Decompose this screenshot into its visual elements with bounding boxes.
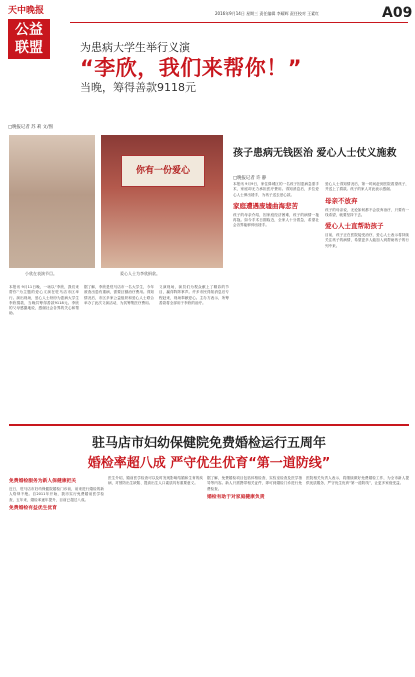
story3-section-title: 免费婚检有益优生优育 <box>9 505 57 511</box>
story1-column-3: 义演现场，演员们为观众献上了精彩的节目，赢得阵阵掌声。许多市民得知消息后专程赶来，现场奉献爱心。主办方表示，所筹善款将全部用于李欣的治疗。 <box>159 285 229 305</box>
story3-section-title: 婚检有助于对家庭健康负责 <box>207 494 265 500</box>
masthead <box>8 5 66 83</box>
story2-paragraph: 孩子的母亲介绍，因家庭经济困难，孩子的病情一拖再拖。如今手术日期临近，全家人十分着急，希望社会各界能够伸出援手。 <box>233 212 319 228</box>
story3-subhead: 婚检率超八成 严守优生优育“第一道防线” <box>87 456 331 471</box>
dateline: 2016年9月14日 星期三 责任编辑 李耀辉 责任校对 王素红 <box>215 11 320 16</box>
story3-headline: 驻马店市妇幼保健院免费婚检运行五周年 <box>91 436 326 451</box>
story2-section-title: 母亲不放弃 <box>325 196 358 205</box>
story1-subhead: 当晚，筹得善款9118元 <box>80 81 196 94</box>
story1-kicker: 为患病大学生举行义演 <box>80 41 190 54</box>
story3-section-title: 免费婚检服务为新人保健康把关 <box>9 479 77 484</box>
story1-byline: □晚报记者 苏 莉 文/图 <box>8 125 53 130</box>
donation-sign: 你有一份爱心 <box>121 155 205 187</box>
story2-column-1 <box>233 182 319 229</box>
story2-paragraph: 孩子的母亲说，无论如何都不会放弃治疗，只要有一线希望，就要坚持下去。 <box>325 207 409 217</box>
story2-section-title: 爱心人士直帮助孩子 <box>325 222 384 231</box>
story1-headline: “李欣，我们来帮你！” <box>80 56 303 80</box>
story3-column-3 <box>207 476 302 503</box>
story3-column-4: 医院相关负责人表示，将继续做好免费婚检工作，为全市新人提供优质服务，严守优生优育“第一道防线”，让更多家庭受益。 <box>306 476 409 486</box>
story2-paragraph: 本报讯 9月9日，家住驿城区的一名孩子因患病急需手术，家庭却无力承担医疗费用。得知消息后，多位爱心人士伸出援手，为孩子送去爱心款。 <box>233 182 319 197</box>
column-name: 公益联盟 <box>8 19 50 59</box>
story3-column-2: 医生介绍，婚前医学检查可以及时发现影响结婚和生育的疾病，对预防出生缺陷、提高出生人口素质具有重要意义。 <box>108 476 203 486</box>
story2-column-2 <box>325 182 409 249</box>
story3-paragraph: 近日，驻马店市妇幼保健院婚检门诊前，前来进行婚检的新人络绎不绝。自2011年开始，我市实行免费婚前医学检查，五年来，婚检率逐年提升，目前已超过八成。 <box>9 487 104 502</box>
story2-headline: 孩子患病无钱医治 爱心人士仗义施救 <box>233 148 397 159</box>
brand-name: 天中晚报 <box>8 6 45 16</box>
story1-column-1: 本报讯 9月11日晚，一场以“李欣，我们来帮你”为主题的爱心义演在驻马店市区举行。演出现场，爱心人士纷纷为患病大学生李欣捐款，当晚共筹得善款9118元。李欣的父母感激地说，感谢社会各界的关心和帮助。 <box>9 285 79 316</box>
top-rule <box>70 22 408 23</box>
story3-paragraph: 据了解，免费婚检项目包括体格检查、实验室检查及医学指导等内容。新人只需携带相关证件，即可到婚检门诊进行免费检查。 <box>207 476 302 491</box>
photo-donation <box>101 135 223 268</box>
section-divider <box>9 424 409 426</box>
story2-section-title: 家庭遭遇废墟曲海悲苦 <box>233 201 298 210</box>
story2-byline: □晚报记者 许 静 <box>233 176 267 181</box>
story2-paragraph: 爱心人士得知情况后，第一时间赶到医院看望孩子，并送上了捐款。孩子的家人对此表示感谢。 <box>325 182 409 192</box>
story1-column-2: 据了解，李欣是驻马店市一名大学生，今年被查出患有重病，需要巨额治疗费用。得知情况后，市区多家公益组织和爱心人士联合举办了此次义演活动，为其筹集医疗费用。 <box>84 285 154 305</box>
caption-main: 爱心人士为李欣捐款。 <box>120 271 160 276</box>
story3-column-1 <box>9 476 104 514</box>
caption-left: 小欣在表演节目。 <box>25 271 57 276</box>
story2-paragraph: 目前，孩子正在医院接受治疗，爱心人士表示将持续关注孩子的病情，希望更多人能加入到帮助孩子的行列中来。 <box>325 233 409 248</box>
page-number: A09 <box>382 5 413 21</box>
photo-performer <box>9 135 95 268</box>
